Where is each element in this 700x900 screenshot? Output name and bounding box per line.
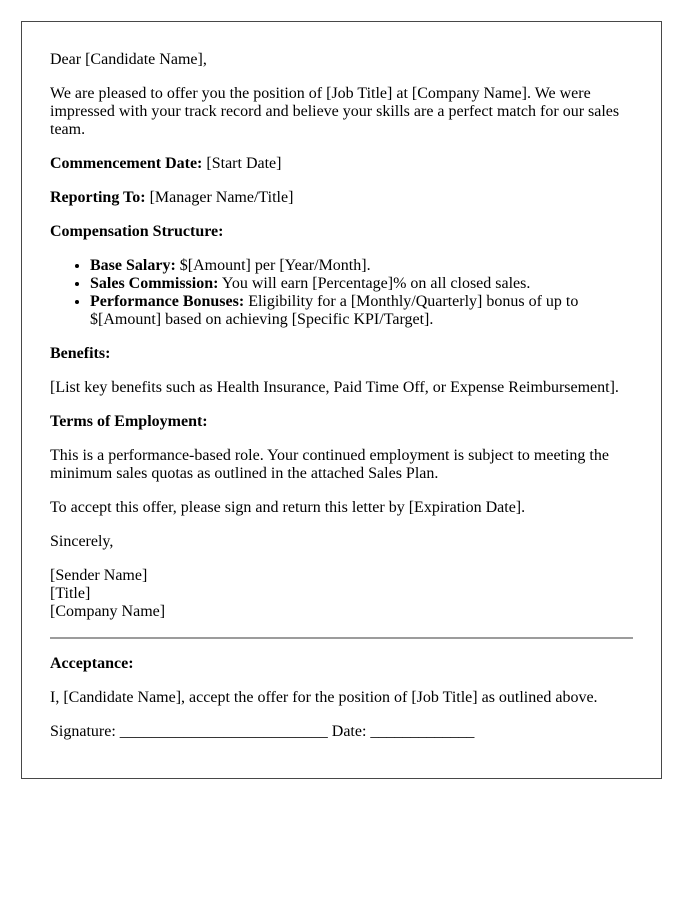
acceptance-instruction: To accept this offer, please sign and return this letter by [Expiration Date]. [50,499,526,516]
list-item-performance-bonuses [90,293,633,329]
base-salary-text: $[Amount] per [Year/Month]. [175,257,371,274]
sender-title: [Title] [50,585,91,602]
commencement-label: Commencement Date: [50,155,203,172]
date-label: Date: [331,723,367,740]
commencement-line [50,155,633,173]
terms-heading: Terms of Employment: [50,413,208,430]
letter-page [21,21,662,779]
base-salary-label: Base Salary: [90,257,176,274]
sender-block [50,567,633,621]
reporting-label: Reporting To: [50,189,146,206]
performance-bonuses-label: Performance Bonuses: [90,293,245,310]
sender-name: [Sender Name] [50,567,148,584]
list-item-sales-commission [90,275,633,293]
performance-bonuses-text: Eligibility for a [Monthly/Quarterly] bonus of up to $[Amount] based on achieving [Specific KPI/Target]. [90,293,579,328]
date-line: _____________ [370,723,475,740]
separator-rule [50,637,633,639]
benefits-heading: Benefits: [50,345,111,362]
closing: Sincerely, [50,533,114,550]
signature-row [50,723,633,741]
commencement-value: [Start Date] [202,155,282,172]
sender-company: [Company Name] [50,603,166,620]
reporting-line [50,189,633,207]
signature-line: __________________________ [119,723,328,740]
sales-commission-label: Sales Commission: [90,275,219,292]
terms-paragraph: This is a performance-based role. Your continued employment is subject to meeting the minimum sales quotas as outlined in the attached Sales Plan. [50,447,609,482]
acceptance-heading: Acceptance: [50,655,134,672]
acceptance-statement: I, [Candidate Name], accept the offer for the position of [Job Title] as outlined above. [50,689,598,706]
signature-label: Signature: [50,723,116,740]
reporting-value: [Manager Name/Title] [145,189,294,206]
list-item-base-salary [90,257,633,275]
sales-commission-text: You will earn [Percentage]% on all closed sales. [218,275,531,292]
compensation-heading: Compensation Structure: [50,223,224,240]
greeting: Dear [Candidate Name], [50,51,207,68]
intro-paragraph: We are pleased to offer you the position of [Job Title] at [Company Name]. We were impressed with your track record and believe your skills are a perfect match for our sales team. [50,85,620,138]
benefits-paragraph: [List key benefits such as Health Insurance, Paid Time Off, or Expense Reimbursement]. [50,379,619,396]
compensation-list [50,257,633,329]
